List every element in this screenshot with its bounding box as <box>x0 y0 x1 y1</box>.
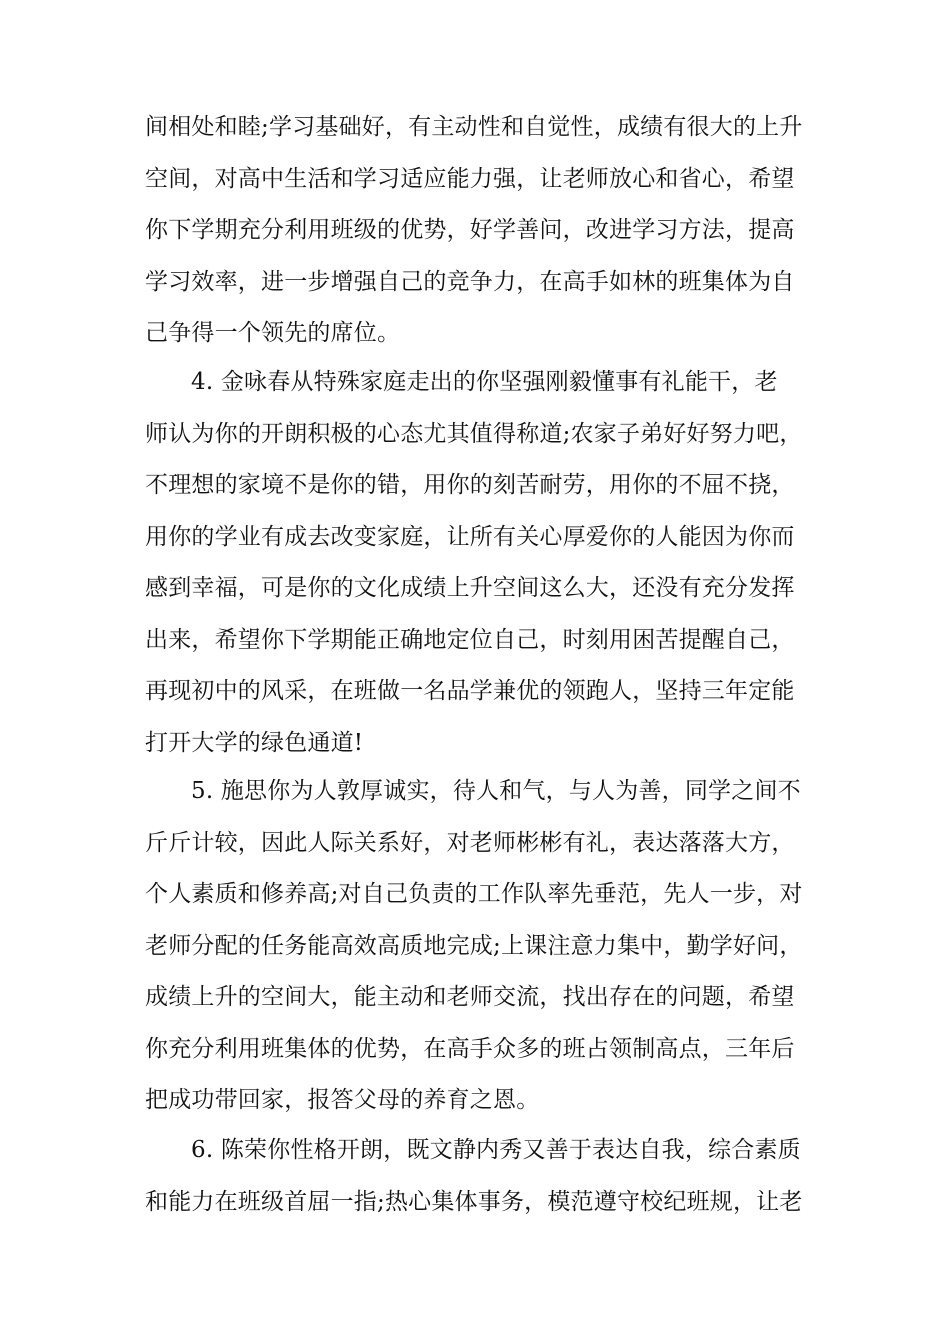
text-line: 把成功带回家，报答父母的养育之恩。 <box>145 1087 540 1113</box>
text-line: 和能力在班级首屈一指;热心集体事务，模范遵守校纪班规，让老 <box>145 1188 803 1215</box>
text-line: 己争得一个领先的席位。 <box>145 320 401 346</box>
text-line: 5. 施思你为人敦厚诚实，待人和气，与人为善，同学之间不 <box>191 778 801 804</box>
text-line: 4. 金咏春从特殊家庭走出的你坚强刚毅懂事有礼能干，老 <box>191 369 778 395</box>
text-line: 6. 陈荣你性格开朗，既文静内秀又善于表达自我，综合素质 <box>191 1137 801 1163</box>
text-line: 出来，希望你下学期能正确地定位自己，时刻用困苦提醒自己， <box>145 626 795 653</box>
text-line: 打开大学的绿色通道! <box>145 729 364 756</box>
text-line: 师认为你的开朗积极的心态尤其值得称道;农家子弟好好努力吧， <box>145 420 803 447</box>
text-line: 间相处和睦;学习基础好，有主动性和自觉性，成绩有很大的上升 <box>145 114 803 140</box>
text-line: 斤斤计较，因此人际关系好，对老师彬彬有礼，表达落落大方， <box>145 829 795 856</box>
text-line: 空间，对高中生活和学习适应能力强，让老师放心和省心，希望 <box>145 165 795 192</box>
text-line: 你下学期充分利用班级的优势，好学善问，改进学习方法，提高 <box>145 217 795 243</box>
paragraph-5 <box>145 766 810 1127</box>
text-line: 个人素质和修养高;对自己负责的工作队率先垂范，先人一步，对 <box>145 881 803 907</box>
text-line: 你充分利用班集体的优势，在高手众多的班占领制高点，三年后 <box>145 1035 795 1062</box>
paragraph-6 <box>145 1125 810 1228</box>
text-line: 老师分配的任务能高效高质地完成;上课注意力集中，勤学好问， <box>145 932 803 959</box>
text-line: 不理想的家境不是你的错，用你的刻苦耐劳，用你的不屈不挠， <box>145 472 795 498</box>
text-line: 感到幸福，可是你的文化成绩上升空间这么大，还没有充分发挥 <box>145 575 795 601</box>
text-line: 再现初中的风采，在班做一名品学兼优的领跑人，坚持三年定能 <box>145 678 795 704</box>
paragraph-3-continued <box>145 102 810 360</box>
text-line: 成绩上升的空间大，能主动和老师交流，找出存在的问题，希望 <box>145 984 795 1010</box>
paragraph-4 <box>145 357 810 769</box>
text-line: 学习效率，进一步增强自己的竞争力，在高手如林的班集体为自 <box>145 268 795 295</box>
text-line: 用你的学业有成去改变家庭，让所有关心厚爱你的人能因为你而 <box>145 523 795 550</box>
